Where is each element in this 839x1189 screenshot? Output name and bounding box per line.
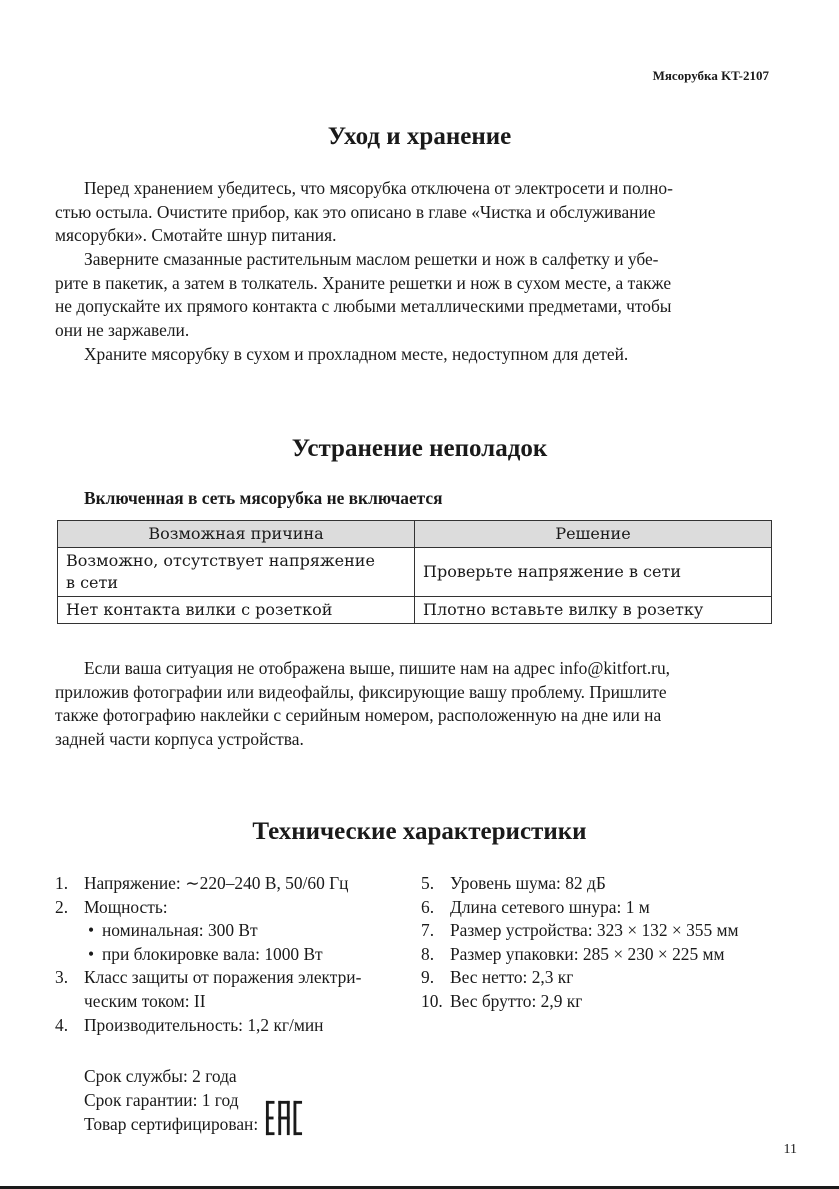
item-text: Уровень шума: 82 дБ [450,873,606,893]
item-text: Класс защиты от поражения электри- [84,967,362,988]
solution-cell: Плотно вставьте вилку в розетку [415,597,772,624]
sub-item-text: номинальная: 300 Вт [102,920,258,941]
troubleshooting-table [57,520,772,624]
item-text: Размер упаковки: 285 × 230 × 225 мм [450,943,725,964]
column-header-solution: Решение [415,521,772,548]
cell-line: в сети [66,573,119,592]
sub-item [84,919,415,943]
eac-mark-icon [264,1099,304,1137]
certification-row [84,1113,304,1137]
list-item [421,896,781,920]
list-item [55,966,415,1013]
cell-line: Возможно, отсутствует напряжение [66,551,375,570]
text-line: Храните мясорубку в сухом и прохладном месте, недоступном для детей. [84,344,629,364]
item-text: ческим током: II [84,990,206,1011]
sub-item-text: при блокировке вала: 1000 Вт [102,943,323,964]
list-item [421,919,781,943]
care-title: Уход и хранение [327,123,512,150]
item-text: Мощность: [84,896,168,917]
service-info [84,1065,304,1137]
item-number: 8. [421,943,435,964]
item-number: 2. [55,896,69,917]
specs-title: Технические характеристики [252,818,587,845]
text-line: Если ваша ситуация не отображена выше, пишите нам на адрес info@kitfort.ru, [84,658,671,678]
page-number: 11 [783,1142,797,1157]
item-number: 1. [55,873,69,893]
item-number: 3. [55,967,69,988]
warranty: Срок гарантии: 1 год [84,1089,239,1110]
running-header: Мясорубка KT-2107 [652,68,769,83]
text-line: не допускайте их прямого контакта с любыми металлическими предметами, чтобы [55,296,672,316]
item-text: Размер устройства: 323 × 132 × 355 мм [450,920,739,941]
item-text: Вес нетто: 2,3 кг [450,967,574,988]
care-paragraph-3 [55,343,767,367]
troubleshooting-subtitle: Включенная в сеть мясорубка не включается [84,488,443,508]
care-paragraph-2 [55,248,767,342]
bullet-icon: • [88,920,95,941]
table-row [58,548,772,597]
specs-list-right [421,872,781,1014]
item-text: Длина сетевого шнура: 1 м [450,896,650,917]
item-number: 6. [421,896,435,917]
solution-cell: Проверьте напряжение в сети [415,548,772,597]
list-item [55,896,415,967]
list-item [421,943,781,967]
column-header-cause: Возможная причина [58,521,415,548]
text-line: также фотографию наклейки с серийным номером, расположенную на дне или на [55,705,662,725]
certified-label: Товар сертифицирован: [84,1113,259,1134]
text-line: Перед хранением убедитесь, что мясорубка отключена от электросети и полно- [84,178,673,198]
table-header-row [58,521,772,548]
item-number: 4. [55,1014,69,1035]
list-item [421,872,781,896]
item-text: Напряжение: ∼220–240 В, 50/60 Гц [84,873,349,893]
text-line: приложив фотографии или видеофайлы, фиксирующие вашу проблему. Пришлите [55,681,667,702]
item-text: Производительность: 1,2 кг/мин [84,1014,324,1035]
item-number: 9. [421,967,435,988]
specs-list-left [55,872,415,1037]
cause-cell: Нет контакта вилки с розеткой [58,597,415,624]
contact-paragraph [55,657,767,751]
text-line: стью остыла. Очистите прибор, как это описано в главе «Чистка и обслуживание [55,201,656,222]
text-line: они не заржавели. [55,319,190,340]
text-line: задней части корпуса устройства. [55,728,304,749]
list-item [55,1014,415,1038]
item-number: 10. [421,990,443,1011]
bullet-icon: • [88,943,95,964]
cause-cell [58,548,415,597]
text-line: Заверните смазанные растительным маслом решетки и нож в салфетку и убе- [84,249,659,269]
list-item [421,966,781,990]
care-paragraph-1 [55,177,767,248]
text-line: мясорубки». Смотайте шнур питания. [55,225,337,245]
item-text: Вес брутто: 2,9 кг [450,990,583,1011]
item-number: 7. [421,920,435,941]
troubleshooting-title: Устранение неполадок [291,435,548,462]
list-item [421,990,781,1014]
item-number: 5. [421,873,435,893]
list-item [55,872,415,896]
text-line: рите в пакетик, а затем в толкатель. Храните решетки и нож в сухом месте, а также [55,272,672,293]
sub-item [84,943,415,967]
table-row [58,597,772,624]
service-life: Срок службы: 2 года [84,1066,237,1086]
